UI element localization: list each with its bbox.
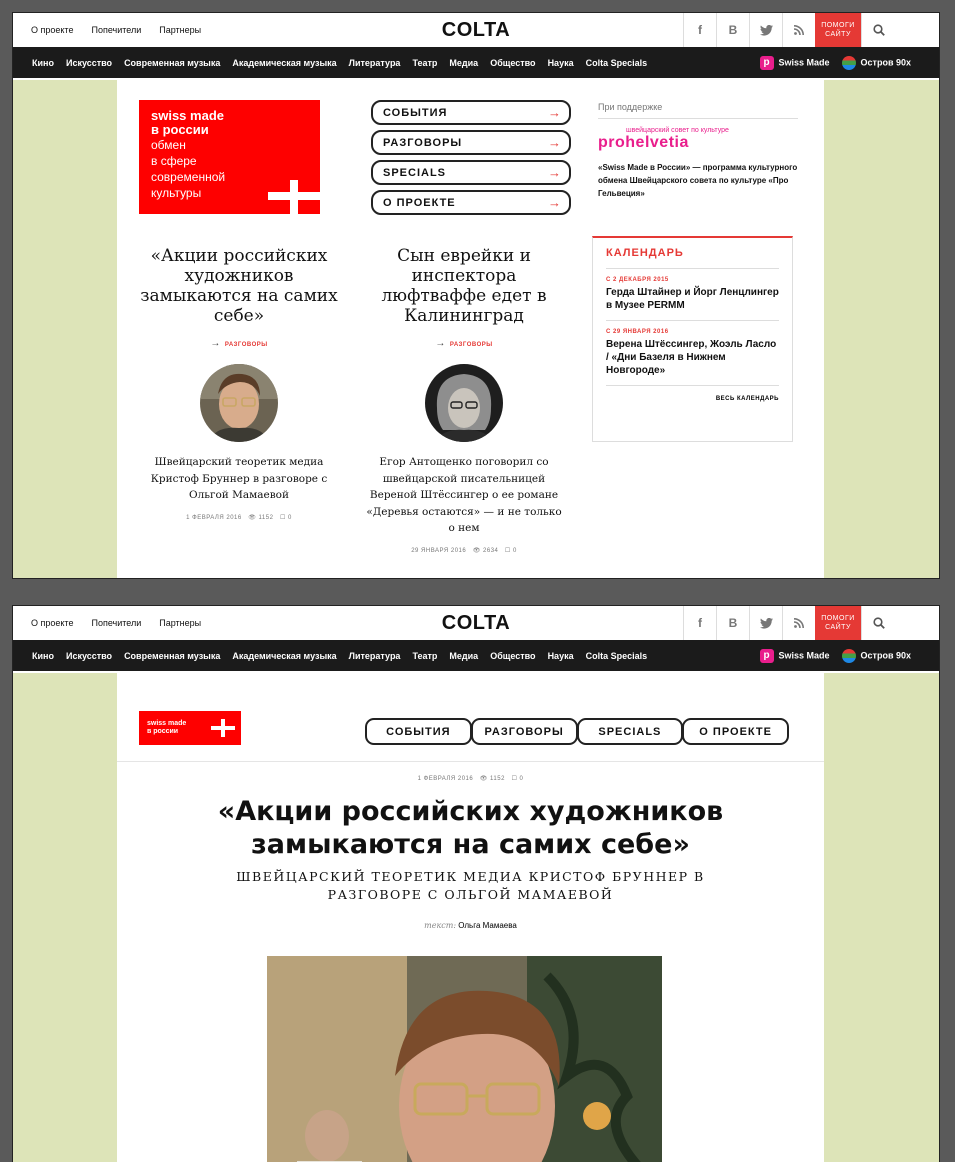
swiss-box-line: обмен bbox=[151, 138, 186, 152]
rss-icon[interactable] bbox=[782, 606, 815, 640]
event-date: С 29 ЯНВАРЯ 2016 bbox=[606, 329, 669, 335]
nav-item-modern-music[interactable]: Современная музыка bbox=[124, 57, 221, 68]
top-link-about[interactable]: О проекте bbox=[31, 25, 74, 35]
landing-screenshot bbox=[12, 12, 940, 579]
card-category-label: РАЗГОВОРЫ bbox=[224, 342, 268, 348]
nav-item-art[interactable]: Искусство bbox=[65, 650, 113, 661]
menu-about[interactable] bbox=[371, 190, 571, 215]
arrow-right-icon: → bbox=[210, 338, 221, 349]
card-category-label: РАЗГОВОРЫ bbox=[449, 342, 493, 348]
card-lead: Егор Антощенко поговорил со швейцарской писательницей Вереной Штёссингер о ее романе «Деревья остаются» — и не только о нем bbox=[366, 456, 562, 534]
card-lead: Швейцарский теоретик медиа Кристоф Бруннер в разговоре с Ольгой Мамаевой bbox=[150, 456, 328, 501]
author-link[interactable]: Ольга Мамаева bbox=[458, 921, 517, 930]
menu-label: О ПРОЕКТЕ bbox=[383, 196, 456, 209]
arrow-right-icon: → bbox=[548, 135, 562, 150]
support-description: «Swiss Made в России» — программа культурного обмена Швейцарского совета по культуре «Про Гельвеция» bbox=[598, 163, 798, 198]
nav-item-academic-music[interactable]: Академическая музыка bbox=[232, 57, 337, 68]
help-label-2: САЙТУ bbox=[825, 31, 851, 38]
article-meta bbox=[117, 775, 824, 782]
swiss-small-line-2: в россии bbox=[147, 728, 179, 735]
eye-icon: 👁 bbox=[248, 514, 257, 521]
twitter-icon[interactable] bbox=[749, 606, 782, 640]
social-bar bbox=[683, 13, 895, 47]
top-link-trustees[interactable]: Попечители bbox=[91, 618, 142, 628]
card-comments[interactable]: 0 bbox=[288, 514, 292, 521]
article-date: 1 ФЕВРАЛЯ 2016 bbox=[417, 776, 474, 782]
calendar-event[interactable] bbox=[606, 321, 779, 386]
swiss-box-line: культуры bbox=[151, 186, 202, 200]
event-date: С 2 ДЕКАБРЯ 2015 bbox=[606, 277, 669, 283]
content-area bbox=[13, 673, 939, 1162]
swiss-box-line: в сфере bbox=[151, 154, 197, 168]
section-menu bbox=[371, 100, 571, 220]
top-bar bbox=[13, 13, 939, 47]
p-badge-icon: p bbox=[760, 649, 774, 663]
top-link-partners[interactable]: Партнеры bbox=[159, 618, 202, 628]
nav-island-label: Остров 90х bbox=[860, 56, 911, 67]
divider bbox=[117, 761, 824, 762]
article-subhead: ШВЕЙЦАРСКИЙ ТЕОРЕТИК МЕДИА КРИСТОФ БРУННЕР В РАЗГОВОРЕ С ОЛЬГОЙ МАМАЕВОЙ bbox=[236, 869, 705, 902]
nav-item-cinema[interactable]: Кино bbox=[32, 650, 54, 661]
main-nav bbox=[13, 640, 939, 671]
menu-events[interactable] bbox=[371, 100, 571, 125]
avatar[interactable] bbox=[200, 364, 278, 442]
main-nav bbox=[13, 47, 939, 78]
menu-events[interactable]: СОБЫТИЯ bbox=[365, 718, 472, 745]
facebook-icon[interactable]: f bbox=[683, 13, 716, 47]
menu-label: SPECIALS bbox=[383, 166, 447, 179]
support-block bbox=[598, 102, 798, 200]
help-label-2: САЙТУ bbox=[825, 624, 851, 631]
card-views: 1152 bbox=[258, 514, 274, 521]
swiss-cross-icon bbox=[211, 719, 235, 737]
comment-icon: ☐ bbox=[504, 547, 511, 554]
prohelvetia-logo[interactable]: prohelvetia bbox=[598, 134, 689, 151]
nav-item-media[interactable]: Медиа bbox=[449, 650, 479, 661]
nav-item-science[interactable]: Наука bbox=[547, 57, 574, 68]
article-card[interactable] bbox=[364, 246, 564, 554]
swiss-box-bold-1: swiss made bbox=[151, 108, 224, 123]
menu-talks[interactable]: РАЗГОВОРЫ bbox=[471, 718, 578, 745]
menu-about[interactable]: О ПРОЕКТЕ bbox=[682, 718, 789, 745]
support-sub: швейцарский совет по культуре bbox=[626, 127, 729, 134]
arrow-right-icon: → bbox=[435, 338, 446, 349]
help-label-1: ПОМОГИ bbox=[821, 615, 855, 622]
tv-ball-icon bbox=[842, 56, 856, 70]
tv-ball-icon bbox=[842, 649, 856, 663]
nav-item-literature[interactable]: Литература bbox=[348, 650, 401, 661]
nav-item-society[interactable]: Общество bbox=[490, 57, 536, 68]
menu-talks[interactable] bbox=[371, 130, 571, 155]
event-title[interactable]: Герда Штайнер и Йорг Ленцлингер в Музее PERMM bbox=[606, 287, 779, 311]
comment-icon: ☐ bbox=[511, 776, 518, 782]
card-category[interactable] bbox=[364, 338, 564, 349]
nav-item-science[interactable]: Наука bbox=[547, 650, 574, 661]
nav-island-label: Остров 90х bbox=[860, 649, 911, 660]
arrow-right-icon: → bbox=[548, 105, 562, 120]
all-calendar-link[interactable]: ВЕСЬ КАЛЕНДАРЬ bbox=[715, 396, 779, 402]
nav-item-theatre[interactable]: Театр bbox=[412, 57, 438, 68]
card-meta bbox=[139, 514, 339, 521]
menu-specials[interactable]: SPECIALS bbox=[577, 718, 684, 745]
twitter-icon[interactable] bbox=[749, 13, 782, 47]
byline-label: текст: bbox=[424, 921, 457, 930]
vk-icon[interactable]: B bbox=[716, 606, 749, 640]
card-date: 29 ЯНВАРЯ 2016 bbox=[411, 547, 467, 554]
eye-icon: 👁 bbox=[479, 776, 488, 782]
card-views: 2634 bbox=[483, 547, 499, 554]
nav-item-cinema[interactable]: Кино bbox=[32, 57, 54, 68]
calendar-event[interactable] bbox=[606, 269, 779, 321]
swiss-cross-icon bbox=[268, 180, 320, 214]
nav-swiss-made[interactable] bbox=[760, 56, 830, 70]
site-logo[interactable]: COLTA bbox=[441, 611, 511, 634]
nav-item-theatre[interactable]: Театр bbox=[412, 650, 438, 661]
section-menu-horizontal bbox=[365, 718, 788, 745]
top-links bbox=[13, 618, 201, 628]
top-links bbox=[13, 25, 201, 35]
nav-swiss-made[interactable] bbox=[760, 649, 830, 663]
help-site-button[interactable] bbox=[815, 13, 861, 49]
nav-item-art[interactable]: Искусство bbox=[65, 57, 113, 68]
article-views: 1152 bbox=[490, 776, 505, 782]
swiss-made-banner[interactable] bbox=[139, 100, 320, 214]
nav-island-90s[interactable] bbox=[842, 649, 911, 663]
byline bbox=[117, 921, 824, 930]
article-headline: «Акции российских художников замыкаются на самих себе» bbox=[217, 796, 724, 860]
article-column bbox=[117, 673, 824, 1162]
card-comments[interactable]: 0 bbox=[512, 547, 517, 554]
nav-item-specials[interactable]: Colta Specials bbox=[585, 650, 648, 661]
card-date: 1 ФЕВРАЛЯ 2016 bbox=[186, 514, 242, 521]
card-meta bbox=[364, 547, 564, 554]
menu-label: СОБЫТИЯ bbox=[383, 106, 448, 119]
main-column bbox=[117, 80, 824, 578]
nav-island-90s[interactable] bbox=[842, 56, 911, 70]
nav-item-academic-music[interactable]: Академическая музыка bbox=[232, 650, 337, 661]
card-title[interactable]: «Акции российских художников замыкаются на самих себе» bbox=[140, 246, 338, 326]
menu-label: РАЗГОВОРЫ bbox=[383, 136, 463, 149]
article-card[interactable] bbox=[139, 246, 339, 521]
avatar[interactable] bbox=[425, 364, 503, 442]
support-label: При поддержке bbox=[598, 102, 798, 119]
top-link-about[interactable]: О проекте bbox=[31, 618, 74, 628]
site-logo[interactable]: COLTA bbox=[441, 18, 511, 41]
p-badge-icon: p bbox=[760, 56, 774, 70]
event-title[interactable]: Верена Штёссингер, Жоэль Ласло / «Дни Базеля в Нижнем Новгороде» bbox=[606, 339, 777, 376]
card-title[interactable]: Сын еврейки и инспектора люфтваффе едет в Калининград bbox=[381, 246, 547, 326]
swiss-box-line: современной bbox=[151, 170, 226, 184]
article-photo bbox=[267, 956, 662, 1162]
content-area bbox=[13, 80, 939, 578]
nav-item-modern-music[interactable]: Современная музыка bbox=[124, 650, 221, 661]
menu-specials[interactable] bbox=[371, 160, 571, 185]
social-bar bbox=[683, 606, 895, 640]
help-label-1: ПОМОГИ bbox=[821, 22, 855, 29]
calendar-widget bbox=[592, 236, 793, 442]
facebook-icon[interactable]: f bbox=[683, 606, 716, 640]
arrow-right-icon: → bbox=[548, 195, 562, 210]
nav-swiss-made-label: Swiss Made bbox=[778, 57, 830, 67]
rss-icon[interactable] bbox=[782, 13, 815, 47]
top-link-trustees[interactable]: Попечители bbox=[91, 25, 142, 35]
nav-item-society[interactable]: Общество bbox=[490, 650, 536, 661]
search-icon[interactable] bbox=[861, 13, 895, 47]
top-bar bbox=[13, 606, 939, 640]
eye-icon: 👁 bbox=[472, 547, 481, 554]
article-screenshot bbox=[12, 605, 940, 1162]
swiss-box-bold-2: в россии bbox=[151, 122, 209, 137]
arrow-right-icon: → bbox=[548, 165, 562, 180]
nav-item-literature[interactable]: Литература bbox=[348, 57, 401, 68]
nav-swiss-made-label: Swiss Made bbox=[778, 650, 830, 660]
swiss-made-logo[interactable] bbox=[139, 711, 241, 745]
nav-item-media[interactable]: Медиа bbox=[449, 57, 479, 68]
article-comments[interactable]: 0 bbox=[519, 776, 524, 782]
top-link-partners[interactable]: Партнеры bbox=[159, 25, 202, 35]
vk-icon[interactable]: B bbox=[716, 13, 749, 47]
help-site-button[interactable] bbox=[815, 606, 861, 642]
nav-item-specials[interactable]: Colta Specials bbox=[585, 57, 648, 68]
swiss-small-line-1: swiss made bbox=[147, 720, 187, 727]
card-category[interactable] bbox=[139, 338, 339, 349]
calendar-title: КАЛЕНДАРЬ bbox=[606, 238, 779, 269]
search-icon[interactable] bbox=[861, 606, 895, 640]
comment-icon: ☐ bbox=[279, 514, 286, 521]
